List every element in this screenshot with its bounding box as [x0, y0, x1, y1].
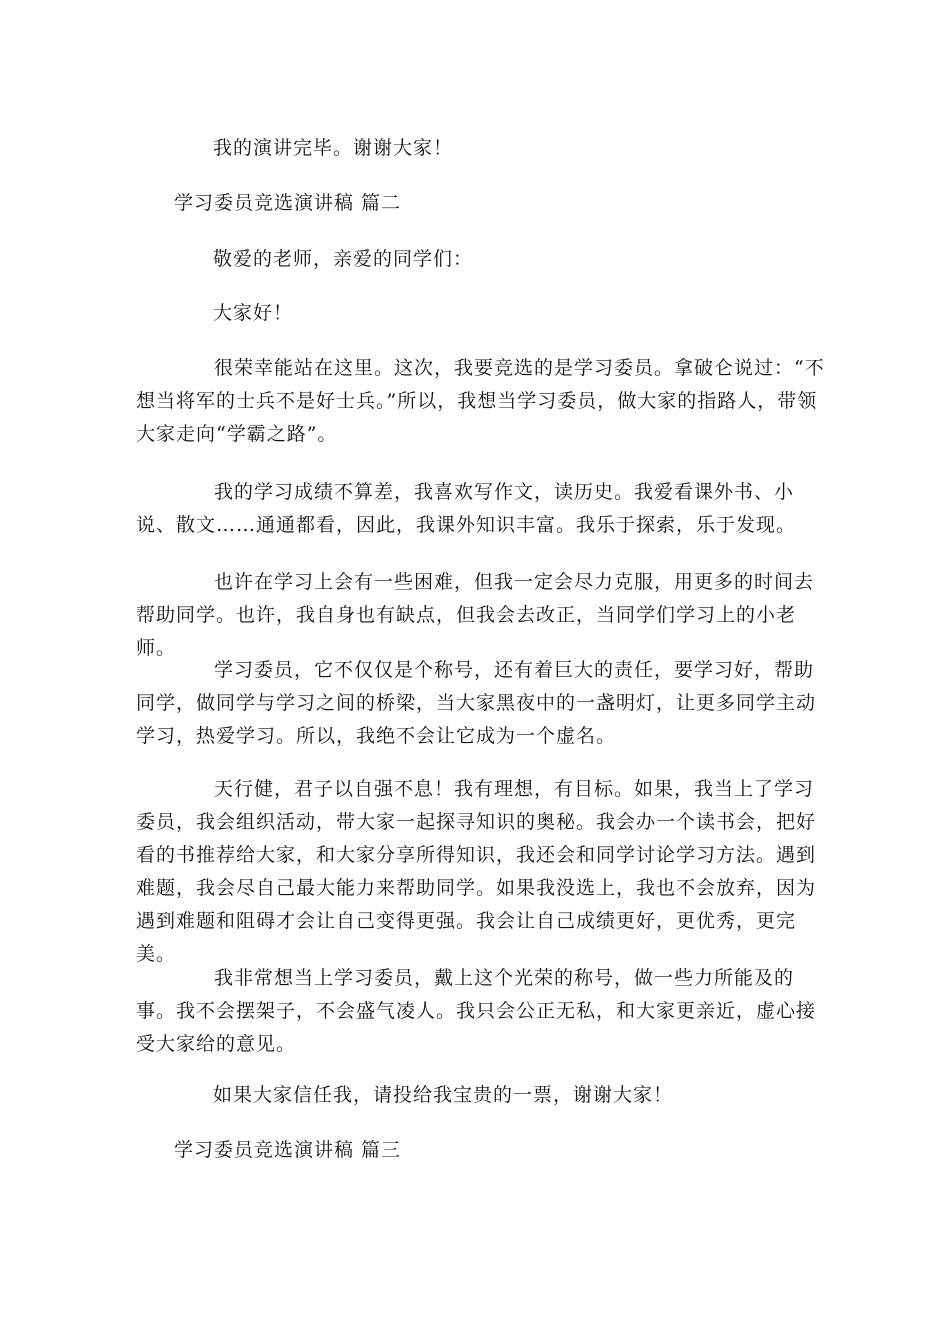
paragraph-6: 我非常想当上学习委员，戴上这个光荣的称号，做一些力所能及的事。我不会摆架子，不会盛气凌人。我只会公正无私，和大家更亲近，虚心接受大家给的意见。: [136, 967, 817, 1055]
section-heading-2: 学习委员竞选演讲稿 篇二: [174, 192, 402, 214]
final-line: 如果大家信任我，请投给我宝贵的一票，谢谢大家！: [213, 1084, 674, 1106]
paragraph-1: 很荣幸能站在这里。这次，我要竞选的是学习委员。拿破仑说过：“不想当将军的士兵不是好士兵。”所以，我想当学习委员，做大家的指路人，带领大家走向“学霸之路”。: [136, 357, 825, 445]
closing-line: 我的演讲完毕。谢谢大家！: [213, 137, 454, 159]
paragraph-5: 天行健，君子以自强不息！我有理想，有目标。如果，我当上了学习委员，我会组织活动，带大家一起探寻知识的奥秘。我会办一个读书会，把好看的书推荐给大家，和大家分享所得知识，我还会和同学讨论学习方法。遇到难题，我会尽自己最大能力来帮助同学。如果我没选上，我也不会放弃，因为遇到难题和阻碍才会让自己变得更强。我会让自己成绩更好，更优秀，更完美。: [136, 778, 817, 965]
paragraph-4: 学习委员，它不仅仅是个称号，还有着巨大的责任，要学习好，帮助同学，做同学与学习之间的桥梁，当大家黑夜中的一盏明灯，让更多同学主动学习，热爱学习。所以，我绝不会让它成为一个虚名。: [136, 659, 817, 747]
paragraph-3: 也许在学习上会有一些困难，但我一定会尽力克服，用更多的时间去帮助同学。也许，我自身也有缺点，但我会去改正，当同学们学习上的小老师。: [136, 571, 815, 659]
paragraph-2: 我的学习成绩不算差，我喜欢写作文，读历史。我爱看课外书、小说、散文……通通都看，因此，我课外知识丰富。我乐于探索，乐于发现。: [136, 481, 797, 536]
salutation: 敬爱的老师，亲爱的同学们：: [213, 248, 474, 270]
section-heading-3: 学习委员竞选演讲稿 篇三: [174, 1139, 402, 1161]
greeting: 大家好！: [213, 302, 294, 324]
